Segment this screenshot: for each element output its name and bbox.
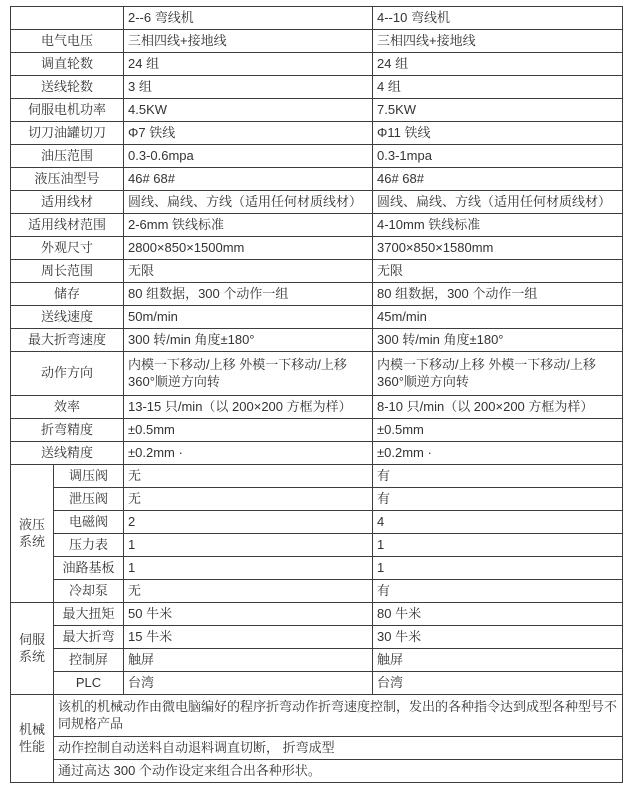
cell-machine-a: 1 — [124, 557, 373, 580]
table-row — [11, 30, 623, 53]
cell-machine-b: 有 — [373, 580, 623, 603]
mech-line: 该机的机械动作由微电脑编好的程序折弯动作折弯速度控制，发出的各种指令达到成型各种型号不同规格产品 — [54, 695, 623, 737]
cell-machine-b: 24 组 — [373, 53, 623, 76]
cell-machine-a: 无 — [124, 580, 373, 603]
cell-machine-a: 46# 68# — [124, 168, 373, 191]
table-row — [11, 737, 623, 760]
table-row — [11, 191, 623, 214]
cell-machine-a: 2 — [124, 511, 373, 534]
group-label-hydraulic: 液压系统 — [11, 465, 54, 603]
cell-machine-a: 内模一下移动/上移 外模一下移动/上移 360°顺逆方向转 — [124, 352, 373, 396]
table-row — [11, 511, 623, 534]
sub-row-label: 调压阀 — [54, 465, 124, 488]
cell-machine-b: 80 牛米 — [373, 603, 623, 626]
row-label: 动作方向 — [11, 352, 124, 396]
cell-machine-b: 内模一下移动/上移 外模一下移动/上移 360°顺逆方向转 — [373, 352, 623, 396]
cell-machine-b: 1 — [373, 534, 623, 557]
table-row — [11, 76, 623, 99]
cell-machine-b: 圆线、扁线、方线（适用任何材质线材） — [373, 191, 623, 214]
row-label: 储存 — [11, 283, 124, 306]
cell-machine-b: ±0.5mm — [373, 419, 623, 442]
sub-row-label: 泄压阀 — [54, 488, 124, 511]
row-label: 周长范围 — [11, 260, 124, 283]
table-row — [11, 695, 623, 737]
cell-machine-a: 圆线、扁线、方线（适用任何材质线材） — [124, 191, 373, 214]
cell-machine-b: 30 牛米 — [373, 626, 623, 649]
cell-machine-a: 0.3-0.6mpa — [124, 145, 373, 168]
cell-machine-a: 2800×850×1500mm — [124, 237, 373, 260]
cell-machine-a: ±0.5mm — [124, 419, 373, 442]
mech-line: 动作控制自动送料自动退料调直切断， 折弯成型 — [54, 737, 623, 760]
cell-machine-b: 触屏 — [373, 649, 623, 672]
row-label: 液压油型号 — [11, 168, 124, 191]
sub-row-label: 电磁阀 — [54, 511, 124, 534]
table-row — [11, 396, 623, 419]
sub-row-label: 最大折弯 — [54, 626, 124, 649]
cell-machine-b: 7.5KW — [373, 99, 623, 122]
table-row — [11, 237, 623, 260]
row-label: 最大折弯速度 — [11, 329, 124, 352]
cell-machine-b: 4 — [373, 511, 623, 534]
table-header-row — [11, 7, 623, 30]
header-machine-a: 2--6 弯线机 — [124, 7, 373, 30]
sub-row-label: 压力表 — [54, 534, 124, 557]
row-label: 适用线材 — [11, 191, 124, 214]
row-label: 伺服电机功率 — [11, 99, 124, 122]
cell-machine-a: Φ7 铁线 — [124, 122, 373, 145]
cell-machine-a: 1 — [124, 534, 373, 557]
table-row — [11, 603, 623, 626]
table-row — [11, 168, 623, 191]
row-label: 送线轮数 — [11, 76, 124, 99]
table-row — [11, 99, 623, 122]
table-row — [11, 145, 623, 168]
table-row — [11, 283, 623, 306]
row-label: 折弯精度 — [11, 419, 124, 442]
cell-machine-a: 50m/min — [124, 306, 373, 329]
cell-machine-b: 80 组数据，300 个动作一组 — [373, 283, 623, 306]
cell-machine-a: ±0.2mm · — [124, 442, 373, 465]
cell-machine-b: 0.3-1mpa — [373, 145, 623, 168]
cell-machine-a: 300 转/min 角度±180° — [124, 329, 373, 352]
cell-machine-a: 4.5KW — [124, 99, 373, 122]
cell-machine-a: 13-15 只/min（以 200×200 方框为样） — [124, 396, 373, 419]
cell-machine-a: 80 组数据，300 个动作一组 — [124, 283, 373, 306]
cell-machine-b: ±0.2mm · — [373, 442, 623, 465]
cell-machine-a: 台湾 — [124, 672, 373, 695]
sub-row-label: PLC — [54, 672, 124, 695]
cell-machine-b: 三相四线+接地线 — [373, 30, 623, 53]
row-label: 油压范围 — [11, 145, 124, 168]
cell-machine-a: 2-6mm 铁线标准 — [124, 214, 373, 237]
cell-machine-b: Φ11 铁线 — [373, 122, 623, 145]
table-row — [11, 534, 623, 557]
cell-machine-b: 300 转/min 角度±180° — [373, 329, 623, 352]
cell-machine-b: 8-10 只/min（以 200×200 方框为样） — [373, 396, 623, 419]
row-label: 外观尺寸 — [11, 237, 124, 260]
row-label: 送线精度 — [11, 442, 124, 465]
table-row — [11, 214, 623, 237]
cell-machine-b: 无限 — [373, 260, 623, 283]
sub-row-label: 控制屏 — [54, 649, 124, 672]
cell-machine-b: 3700×850×1580mm — [373, 237, 623, 260]
table-row — [11, 580, 623, 603]
row-label: 切刀油罐切刀 — [11, 122, 124, 145]
table-row — [11, 260, 623, 283]
table-row — [11, 419, 623, 442]
cell-machine-b: 46# 68# — [373, 168, 623, 191]
group-label-mechanical: 机械性能 — [11, 695, 54, 783]
group-label-servo: 伺服系统 — [11, 603, 54, 695]
row-label: 适用线材范围 — [11, 214, 124, 237]
sub-row-label: 最大扭矩 — [54, 603, 124, 626]
spec-table — [10, 6, 623, 783]
table-row — [11, 649, 623, 672]
table-row — [11, 352, 623, 396]
row-label: 送线速度 — [11, 306, 124, 329]
cell-machine-b: 45m/min — [373, 306, 623, 329]
cell-machine-a: 触屏 — [124, 649, 373, 672]
table-row — [11, 626, 623, 649]
cell-machine-a: 三相四线+接地线 — [124, 30, 373, 53]
table-row — [11, 442, 623, 465]
table-row — [11, 557, 623, 580]
header-empty-cell — [11, 7, 124, 30]
cell-machine-a: 无 — [124, 465, 373, 488]
row-label: 调直轮数 — [11, 53, 124, 76]
cell-machine-b: 4-10mm 铁线标准 — [373, 214, 623, 237]
header-machine-b: 4--10 弯线机 — [373, 7, 623, 30]
table-row — [11, 122, 623, 145]
cell-machine-b: 台湾 — [373, 672, 623, 695]
row-label: 效率 — [11, 396, 124, 419]
cell-machine-a: 24 组 — [124, 53, 373, 76]
table-row — [11, 306, 623, 329]
table-row — [11, 53, 623, 76]
sub-row-label: 冷却泵 — [54, 580, 124, 603]
cell-machine-a: 50 牛米 — [124, 603, 373, 626]
table-row — [11, 488, 623, 511]
cell-machine-b: 有 — [373, 488, 623, 511]
cell-machine-b: 1 — [373, 557, 623, 580]
table-row — [11, 672, 623, 695]
table-row — [11, 465, 623, 488]
table-row — [11, 329, 623, 352]
cell-machine-a: 无 — [124, 488, 373, 511]
cell-machine-a: 15 牛米 — [124, 626, 373, 649]
mech-line: 通过高达 300 个动作设定来组合出各种形状。 — [54, 760, 623, 783]
sub-row-label: 油路基板 — [54, 557, 124, 580]
row-label: 电气电压 — [11, 30, 124, 53]
cell-machine-b: 4 组 — [373, 76, 623, 99]
cell-machine-a: 3 组 — [124, 76, 373, 99]
table-row — [11, 760, 623, 783]
cell-machine-b: 有 — [373, 465, 623, 488]
cell-machine-a: 无限 — [124, 260, 373, 283]
